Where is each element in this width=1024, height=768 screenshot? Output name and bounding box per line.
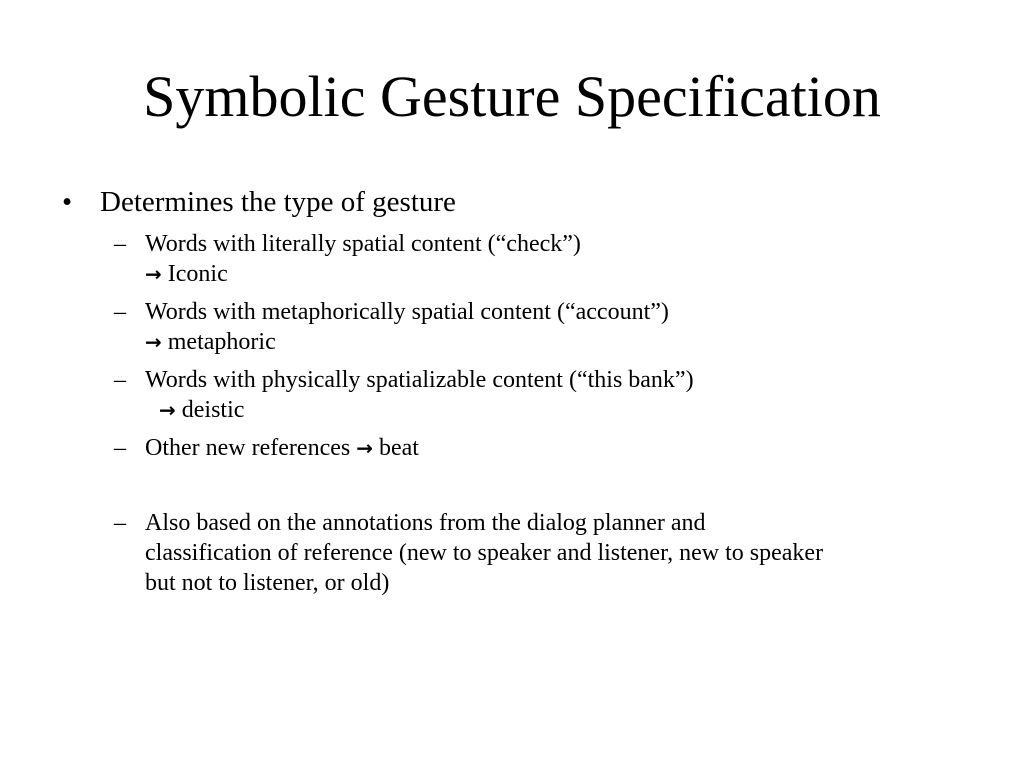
arrow-right-icon: → — [145, 330, 162, 354]
dash-marker: – — [114, 367, 126, 393]
sub-item-text: Words with metaphorically spatial content (“account”) — [145, 299, 669, 325]
result-text: beat — [378, 435, 419, 461]
sub-item-result — [145, 395, 694, 425]
sub-item-body — [145, 297, 669, 357]
dash-marker: – — [114, 231, 126, 257]
sub-item-prefix: Other new references — [145, 435, 351, 461]
slide-title: Symbolic Gesture Specification — [143, 64, 881, 129]
result-text: Iconic — [167, 261, 228, 287]
dash-marker: – — [114, 435, 126, 461]
dash-marker: – — [114, 510, 126, 536]
bullet-marker: • — [62, 186, 73, 218]
sub-item-body — [145, 365, 694, 425]
sub-item-result — [145, 327, 669, 357]
bullet-text: Determines the type of gesture — [100, 186, 456, 218]
sub-item-body — [145, 433, 419, 463]
result-text: deistic — [181, 397, 245, 423]
dash-marker: – — [114, 299, 126, 325]
arrow-right-icon: → — [145, 262, 162, 286]
sub-item-text — [145, 433, 419, 463]
arrow-right-icon: → — [159, 398, 176, 422]
result-text: metaphoric — [167, 329, 276, 355]
arrow-right-icon: → — [356, 436, 373, 460]
sub-item-body — [145, 508, 823, 598]
sub-item-text: Words with literally spatial content (“check”) — [145, 231, 581, 257]
sub-item-line-2: classification of reference (new to speaker and listener, new to speaker — [145, 540, 824, 566]
sub-item-body — [145, 229, 581, 289]
sub-item-result — [145, 259, 581, 289]
sub-item-text: Words with physically spatializable content (“this bank”) — [145, 367, 694, 393]
sub-item-line-1: Also based on the annotations from the dialog planner and — [145, 510, 706, 536]
sub-item-line-3: but not to listener, or old) — [145, 570, 390, 596]
